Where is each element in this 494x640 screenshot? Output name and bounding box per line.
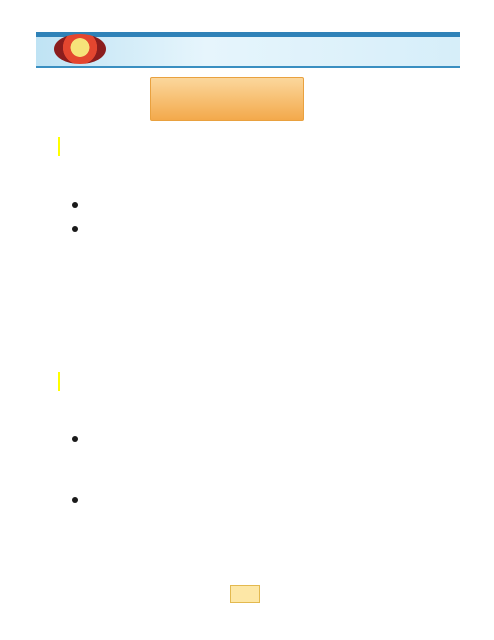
header-banner — [36, 32, 460, 68]
header-stripe — [36, 32, 460, 37]
title-box — [150, 77, 304, 121]
agri-bullet-1 — [72, 198, 87, 216]
bullet-dot-icon — [72, 226, 78, 232]
bullet-dot-icon — [72, 436, 78, 442]
industrial-bullet-1 — [72, 432, 87, 450]
bullet-dot-icon — [72, 202, 78, 208]
page-number — [230, 585, 260, 603]
agri-bullet-2 — [72, 222, 87, 240]
industrial-heading — [58, 372, 60, 391]
industrial-heading-line — [58, 372, 60, 392]
school-logo-icon — [54, 34, 106, 64]
border-left — [2, 0, 24, 640]
bullet-dot-icon — [72, 497, 78, 503]
border-top — [0, 6, 494, 28]
agri-heading — [58, 137, 60, 156]
industrial-bullet-2 — [72, 493, 87, 511]
border-bottom — [0, 604, 494, 626]
border-right — [474, 0, 494, 640]
agri-heading-line — [58, 137, 60, 157]
